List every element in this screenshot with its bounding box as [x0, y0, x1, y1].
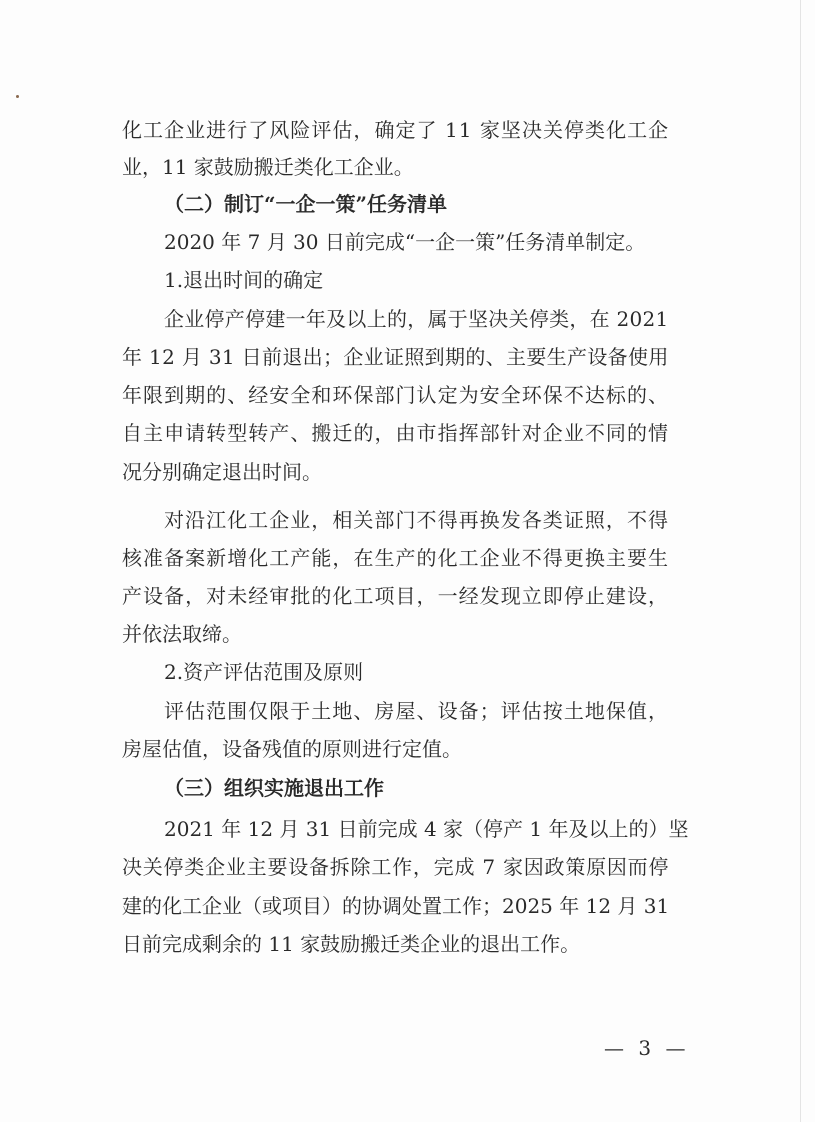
body-line: 产设备，对未经审批的化工项目，一经发现立即停止建设， [122, 584, 670, 608]
subsection-heading: 1.退出时间的确定 [164, 268, 324, 292]
body-line: 决关停类企业主要设备拆除工作，完成 7 家因政策原因而停 [122, 855, 670, 879]
scan-speck [16, 95, 19, 98]
body-line: 化工企业进行了风险评估，确定了 11 家坚决关停类化工企 [122, 118, 670, 142]
subsection-heading: 2.资产评估范围及原则 [164, 660, 364, 684]
body-line: 业，11 家鼓励搬迁类化工企业。 [122, 155, 414, 179]
body-line: 自主申请转型转产、搬迁的，由市指挥部针对企业不同的情 [122, 421, 670, 445]
body-line: 2021 年 12 月 31 日前完成 4 家（停产 1 年及以上的）坚 [164, 817, 689, 841]
body-line: 年限到期的、经安全和环保部门认定为安全环保不达标的、 [122, 383, 670, 407]
body-line: 2020 年 7 月 30 日前完成“一企一策”任务清单制定。 [164, 230, 646, 254]
body-line: 对沿江化工企业，相关部门不得再换发各类证照，不得 [164, 508, 670, 532]
section-heading: （二）制订“一企一策”任务清单 [164, 192, 448, 216]
body-line: 并依法取缔。 [122, 622, 242, 646]
body-line: 年 12 月 31 日前退出；企业证照到期的、主要生产设备使用 [122, 345, 669, 369]
page-number: — 3 — [604, 1036, 690, 1060]
body-line: 日前完成剩余的 11 家鼓励搬迁类企业的退出工作。 [122, 932, 581, 956]
body-line: 评估范围仅限于土地、房屋、设备；评估按土地保值， [164, 699, 670, 723]
body-line: 核准备案新增化工产能，在生产的化工企业不得更换主要生 [122, 546, 670, 570]
body-line: 企业停产停建一年及以上的，属于坚决关停类，在 2021 [164, 307, 669, 331]
body-line: 建的化工企业（或项目）的协调处置工作；2025 年 12 月 31 [122, 894, 670, 918]
section-heading: （三）组织实施退出工作 [164, 776, 384, 800]
body-line: 况分别确定退出时间。 [122, 460, 322, 484]
body-line: 房屋估值，设备残值的原则进行定值。 [122, 737, 462, 761]
scan-edge [800, 0, 801, 1122]
